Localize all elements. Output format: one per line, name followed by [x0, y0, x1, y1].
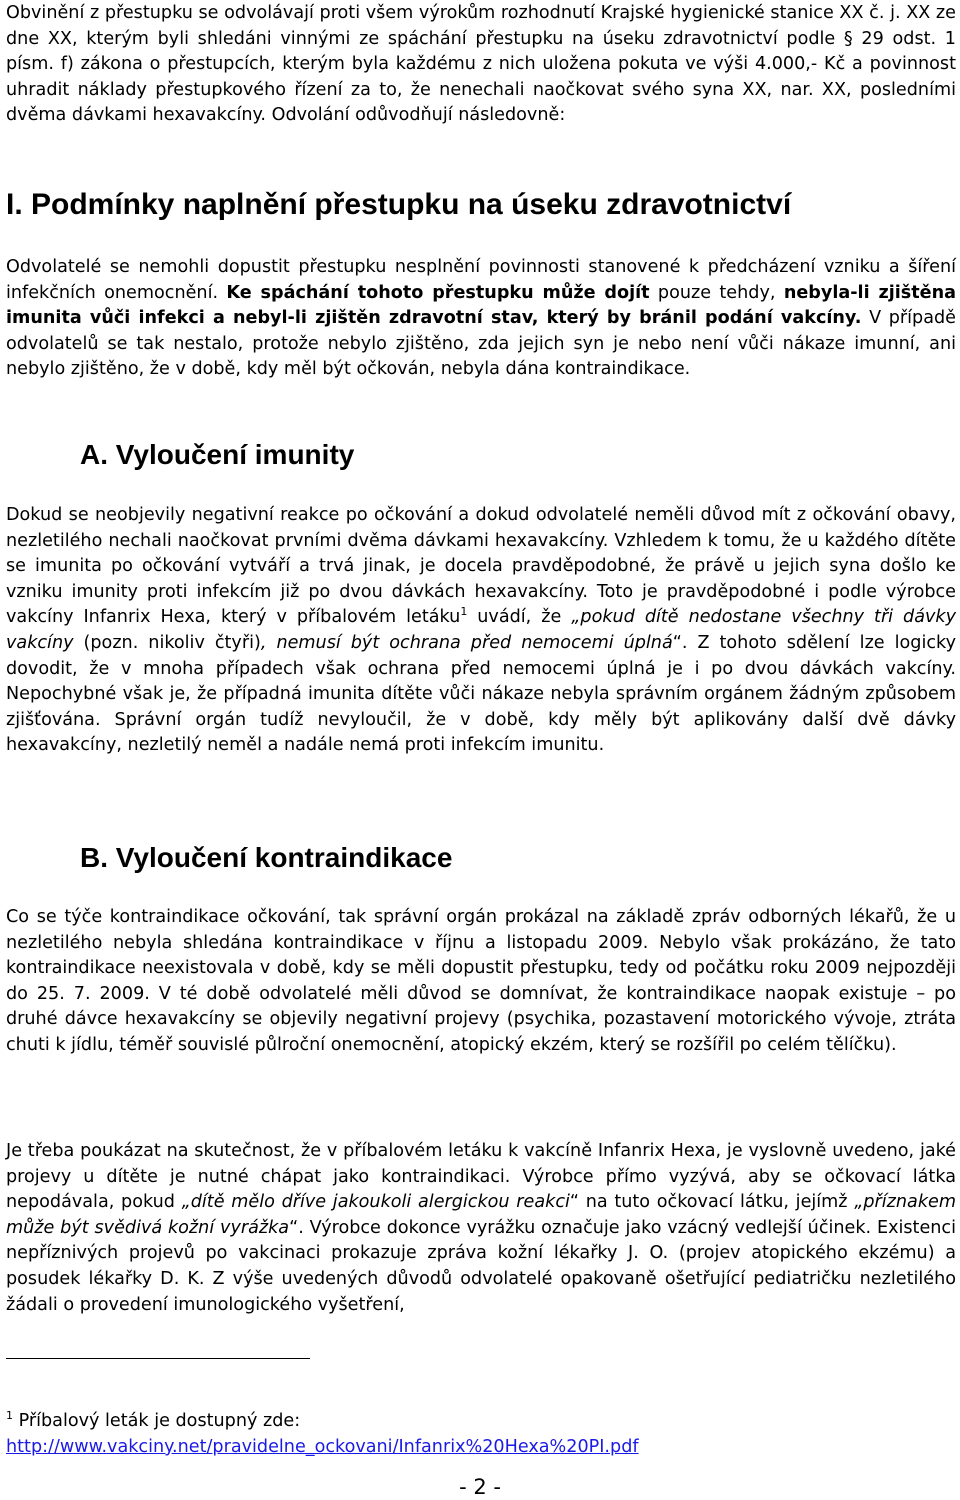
footnote-reference[interactable]: 1: [460, 605, 468, 619]
footnote-link[interactable]: http://www.vakciny.net/pravidelne_ockovani/Infanrix%20Hexa%20PI.pdf: [6, 1437, 639, 1457]
page-number: - 2 -: [459, 1475, 501, 1499]
quote-manufacturer: „pokud dítě nedostane všechny tři dávky vakcíny: [6, 607, 956, 653]
emphasis-requirements: nebyla-li zjištěna imunita vůči infekci a nebyl-li zjištěn zdravotní stav, který by bránil podání vakcíny.: [6, 282, 956, 329]
intro-text: Obvinění z přestupku se odvolávají proti všem výrokům rozhodnutí Krajské hygienické stanice XX č. j. XX ze dne XX, kterým byli shledáni vinnými ze spáchání přestupku na úseku zdravotnictví podle § 29 odst. 1 písm. f) zákona o přestupcích, kterým byla každému z nich uložena pokuta ve výši 4.000,- Kč a povinnost uhradit náklady přestupkového řízení za to, že nenechali naočkovat svého syna XX, nar. XX, posledními dvěma dávkami hexavakcíny. Odvolání odůvodňují následovně:: [6, 3, 956, 126]
footnote: [6, 1408, 946, 1460]
section-b-heading: B. Vyloučení kontraindikace: [80, 842, 453, 873]
section-1-heading: I. Podmínky naplnění přestupku na úseku zdravotnictví: [6, 188, 792, 221]
quote-rash-symptom: „příznakem může být svědivá kožní vyrážka: [6, 1192, 956, 1238]
footnote-line: [6, 1408, 946, 1434]
quote-manufacturer-cont: , nemusí být ochrana před nemocemi úplná: [260, 632, 673, 653]
intro-paragraph: [6, 1, 956, 129]
footnote-link-line: [6, 1434, 946, 1460]
quote-allergic-reaction: „dítě mělo dříve jakoukoli alergickou reakci: [181, 1192, 570, 1213]
section-b-paragraph-2: Je třeba poukázat na skutečnost, že v příbalovém letáku k vakcíně Infanrix Hexa, je vyslovně uvedeno, jaké projevy u dítěte je nutné chápat jako kontraindikaci. Výrobce přímo vyzývá, aby se očkovací látka nepodávala, pokud „dítě mělo dříve jakoukoli alergickou reakci“ na tuto očkovací látku, jejímž „příznakem může být svědivá kožní vyrážka“. Výrobce dokonce vyrážku označuje jako vzácný vedlejší účinek. Existenci nepříznivých projevů po vakcinaci prokazuje zpráva kožní lékařky J. O. (projev atopického ekzému) a posudek lékařky D. K. Z výše uvedených důvodů odvolatelé opakovaně ošetřující pediatričku nezletilého žádali o provedení imunologického vyšetření,: [6, 1141, 956, 1315]
footnote-separator: [6, 1358, 310, 1359]
footnote-number: 1: [6, 1409, 13, 1423]
section-a-paragraph: Dokud se neobjevily negativní reakce po očkování a dokud odvolatelé neměli důvod mít z očkování obavy, nezletilého nechali naočkovat prvními dvěma dávkami hexavakcíny. Vzhledem k tomu, že u každého dítěte se imunita po očkování vytváří a trvá jinak, je docela pravděpodobné, že právě u jejich syna došlo ke vzniku imunity proti infekcím již po dvou dávkách hexavakcíny. Toto je pravděpodobné i podle výrobce vakcíny Infanrix Hexa, který v příbalovém letáku$^1$ uvádí, že „pokud dítě nedostane všechny tři dávky vakcíny (pozn. nikoliv čtyři), nemusí být ochrana před nemocemi úplná“. Z tohoto sdělení lze logicky dovodit, že v mnoha případech však ochrana před nemocemi úplná je i po dvou dávkách vakcíny. Nepochybné však je, že případná imunita dítěte vůči nákaze nebyla správním orgánem žádným způsobem zjišťována. Správní orgán tudíž nevyloučil, že v době, kdy měly být aplikovány další dvě dávky hexavakcíny, nezletilý neměl a nadále nemá proti infekcím imunitu.: [6, 505, 956, 756]
section-a-heading: A. Vyloučení imunity: [80, 439, 355, 470]
section-1-paragraph: Odvolatelé se nemohli dopustit přestupku nesplnění povinnosti stanovené k předcházení vzniku a šíření infekčních onemocnění. Ke spáchání tohoto přestupku může dojít pouze tehdy, nebyla-li zjištěna imunita vůči infekci a nebyl-li zjištěn zdravotní stav, který by bránil podání vakcíny. V případě odvolatelů se tak nestalo, protože nebylo zjištěno, zda jejich syn je nebo není vůči nákaze imunní, ani nebylo zjištěno, že v době, kdy měl být očkován, nebyla dána kontraindikace.: [6, 257, 956, 380]
section-b-paragraph-1: Co se týče kontraindikace očkování, tak správní orgán prokázal na základě zpráv odborných lékařů, že u nezletilého nebyla shledána kontraindikace v říjnu a listopadu 2009. Nebylo však prokázáno, že tato kontraindikace neexistovala v době, kdy se měli dopustit přestupku, tedy od počátku roku 2009 nejpozději do 25. 7. 2009. V té době odvolatelé měli důvod se domnívat, že kontraindikace naopak existuje – po druhé dávce hexavakcíny se objevily negativní projevy (psychika, pozastavení motorického vývoje, ztráta chuti k jídlu, téměř souvislé půlroční onemocnění, atopický ekzém, který se rozšířil po celém tělíčku).: [6, 907, 956, 1055]
footnote-text: Příbalový leták je dostupný zde:: [13, 1411, 301, 1431]
emphasis-condition: Ke spáchání tohoto přestupku může dojít: [226, 282, 650, 303]
